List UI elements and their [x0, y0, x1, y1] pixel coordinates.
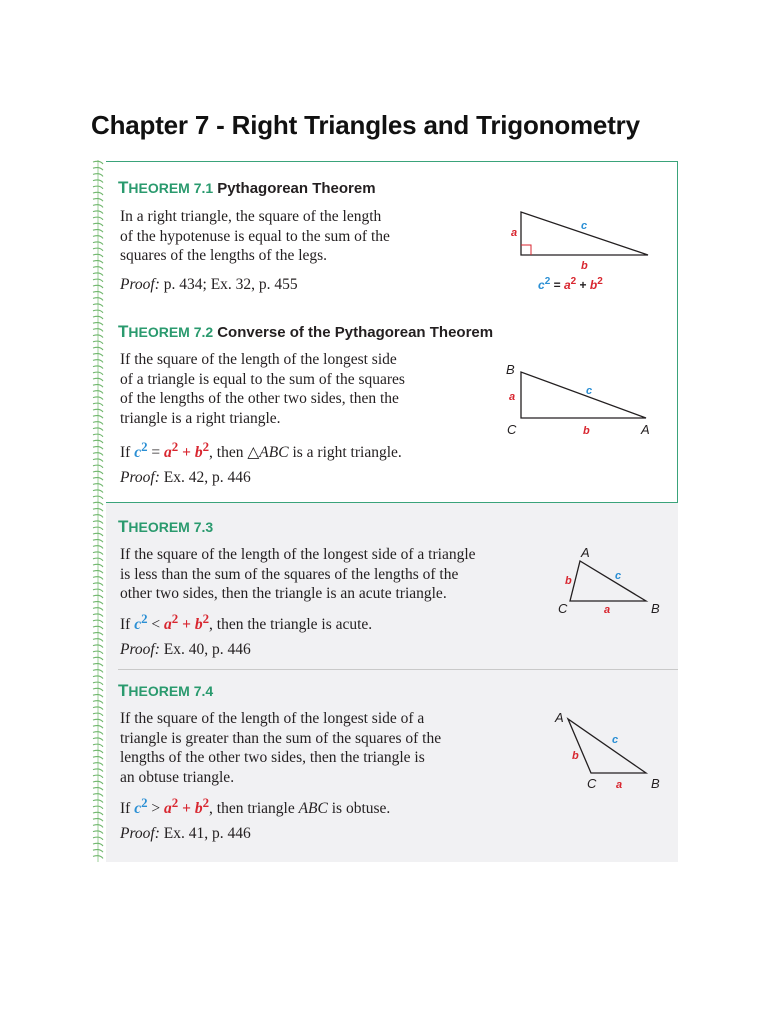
statement-line: of a triangle is equal to the sum of the squares — [120, 370, 405, 388]
side-b-label: b — [583, 425, 590, 437]
theorem-box-7-1-7-2 — [106, 161, 678, 503]
right-triangle-figure-7-2 — [501, 360, 661, 440]
side-c-label: c — [612, 734, 619, 746]
theorem-7-3-proof — [120, 641, 251, 659]
theorem-7-1-heading — [118, 178, 376, 198]
theorem-7-2-condition: If $c^2 = a^2 + b^2$, then △ABC is a right triangle. — [120, 439, 402, 462]
proof-label: Proof: — [120, 276, 160, 293]
side-a-label: a — [616, 779, 623, 791]
vertex-c-label: C — [587, 776, 597, 791]
theorem-label: HEOREM 7.1 — [128, 180, 214, 196]
theorem-name: Converse of the Pythagorean Theorem — [217, 324, 494, 341]
side-a-label: a — [604, 604, 611, 616]
vertex-b-label: B — [506, 362, 515, 377]
vertex-c-label: C — [558, 601, 568, 616]
page-title: Chapter 7 - Right Triangles and Trigonometry — [91, 110, 640, 140]
theorem-label-cap: T — [118, 178, 129, 197]
proof-reference: Ex. 41, p. 446 — [159, 825, 251, 842]
theorem-label-cap: T — [118, 681, 129, 700]
statement-line: of the lengths of the other two sides, then the — [120, 390, 399, 407]
theorem-7-4-condition: If $c^2 > a^2 + b^2$, then triangle ABC is obtuse. — [120, 795, 391, 818]
vertex-c-label: C — [507, 422, 517, 437]
acute-triangle-figure-7-3 — [554, 545, 674, 620]
theorem-7-1-statement — [120, 207, 390, 266]
leg-a-label: a — [511, 227, 518, 239]
proof-reference: Ex. 42, p. 446 — [159, 469, 251, 486]
spiral-binding-decoration — [90, 160, 106, 862]
theorem-7-1-proof — [120, 276, 298, 294]
theorem-box-7-3-7-4 — [106, 503, 678, 862]
theorem-7-3-condition: If $c^2 < a^2 + b^2$, then the triangle is acute. — [120, 611, 373, 634]
vertex-b-label: B — [651, 601, 660, 616]
proof-reference: Ex. 40, p. 446 — [159, 641, 251, 658]
theorem-7-3-heading — [118, 517, 213, 537]
theorem-7-2-heading — [118, 322, 493, 342]
proof-reference: p. 434; Ex. 32, p. 455 — [159, 276, 298, 293]
statement-line: an obtuse triangle. — [120, 768, 235, 786]
theorem-label: HEOREM 7.2 — [128, 324, 214, 340]
side-b-label: b — [565, 575, 572, 587]
theorem-7-2-proof — [120, 469, 251, 487]
statement-line: If the square of the length of the longest side — [120, 351, 397, 368]
vertex-a-label: A — [555, 710, 564, 725]
statement-line: If the square of the length of the longest side of a — [120, 710, 425, 727]
side-b-label: b — [572, 750, 579, 762]
statement-line: lengths of the other two sides, then the triangle is — [120, 749, 425, 766]
side-a-label: a — [509, 391, 516, 403]
theorem-7-2-statement — [120, 350, 405, 428]
theorem-7-3-statement — [120, 545, 476, 604]
vertex-a-label: A — [581, 545, 590, 560]
theorem-label: HEOREM 7.3 — [128, 519, 214, 535]
statement-line: If the square of the length of the longest side of a triangle — [120, 546, 476, 563]
theorem-label-cap: T — [118, 322, 129, 341]
pythagorean-formula: $c^2 = a^2 + b^2$ — [538, 276, 603, 292]
theorem-name: Pythagorean Theorem — [217, 180, 376, 197]
theorem-7-4-statement — [120, 709, 441, 787]
statement-line: triangle is a right triangle. — [120, 409, 281, 427]
theorem-label-cap: T — [118, 517, 129, 536]
statement-line: squares of the lengths of the legs. — [120, 247, 328, 264]
statement-line: In a right triangle, the square of the length — [120, 208, 382, 225]
vertex-b-label: B — [651, 776, 660, 791]
theorem-7-4-proof — [120, 825, 251, 843]
side-c-label: c — [615, 570, 622, 582]
statement-line: triangle is greater than the sum of the squares of the — [120, 729, 442, 747]
statement-line: of the hypotenuse is equal to the sum of the — [120, 227, 390, 245]
statement-line: other two sides, then the triangle is an acute triangle. — [120, 585, 447, 602]
statement-line: is less than the sum of the squares of the lengths of the — [120, 565, 459, 583]
theorem-7-4-heading — [118, 681, 213, 701]
vertex-a-label: A — [641, 422, 650, 437]
theorem-label: HEOREM 7.4 — [128, 683, 214, 699]
proof-label: Proof: — [120, 641, 160, 658]
obtuse-triangle-figure-7-4 — [546, 709, 676, 794]
proof-label: Proof: — [120, 825, 160, 842]
theorem-divider — [118, 669, 678, 670]
proof-label: Proof: — [120, 469, 160, 486]
leg-b-label: b — [581, 260, 588, 272]
hypotenuse-c-label: c — [581, 220, 588, 232]
side-c-label: c — [586, 385, 593, 397]
